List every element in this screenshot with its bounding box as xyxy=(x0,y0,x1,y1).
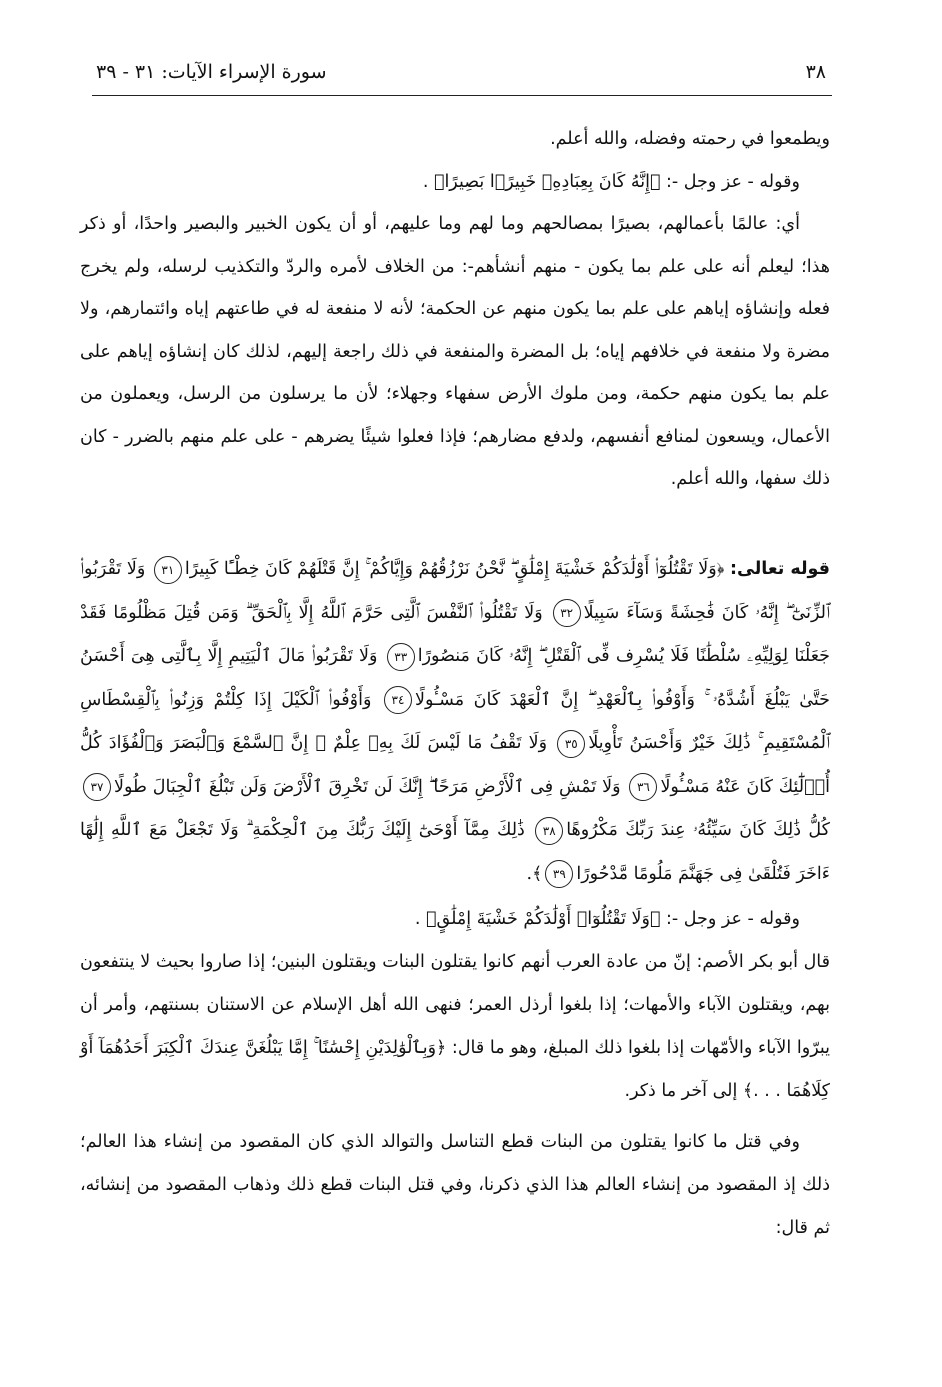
verse-number-marker: ٣٧ xyxy=(83,773,111,801)
verse-number-marker: ٣٤ xyxy=(384,686,412,714)
verse-text: وَلَا تَقْرَبُوا۟ مَالَ ٱلْيَتِيمِ إِلَّا بِٱلَّتِى هِىَ أَحْسَنُ حَتَّىٰ يَبْلُغَ أَشُدَّهُۥ ۚ وَأَوْفُوا۟ بِٱلْعَهْدِ ۖ إِنَّ ٱلْعَهْدَ كَانَ مَسْـُٔولًا xyxy=(80,646,830,710)
quran-verses-block xyxy=(80,548,830,896)
paragraph: وفي قتل ما كانوا يقتلون من البنات قطع التناسل والتوالد الذي كان المقصود من إنشاء هذا العالم؛ ذلك إذ المقصود من إنشاء العالم هذا الذي ذكرنا، وفي قتل البنات قطع ذلك وذهاب المقصود من إنشائه، ثم قال: xyxy=(80,1132,830,1238)
verse-text: ﴿وَلَا تَقْتُلُوٓا۟ أَوْلَٰدَكُمْ خَشْيَةَ إِمْلَٰقٍ ۖ نَّحْنُ نَرْزُقُهُمْ وَإِيَّاكُمْ ۚ إِنَّ قَتْلَهُمْ كَانَ خِطْـًٔا كَبِيرًا xyxy=(184,559,725,579)
verse-text: وَلَا تَقْفُ مَا لَيْسَ لَكَ بِهِۦ عِلْمٌ ۚ إِنَّ ٱلسَّمْعَ وَٱلْبَصَرَ وَٱلْفُؤَادَ كُلُّ أُو۟لَٰٓئِكَ كَانَ عَنْهُ مَسْـُٔولًا xyxy=(80,733,830,797)
commentary-top xyxy=(80,118,830,501)
verse-text: وَلَا تَقْتُلُوا۟ ٱلنَّفْسَ ٱلَّتِى حَرَّمَ ٱللَّهُ إِلَّا بِٱلْحَقِّ ۗ وَمَن قُتِلَ مَظْلُومًا فَقَدْ جَعَلْنَا لِوَلِيِّهِۦ سُلْطَٰنًا فَلَا يُسْرِف فِّى ٱلْقَتْلِ ۖ إِنَّهُۥ كَانَ مَنصُورًا xyxy=(80,602,830,666)
paragraph: أي: عالمًا بأعمالهم، بصيرًا بمصالحهم وما لهم وما عليهم، أو أن يكون الخبير والبصير واحدًا، أو ذكر هذا؛ ليعلم أنه على علم بما يكون - منهم أنشأهم-: من الخلاف لأمره والردّ والتكذيب لرسله، ولم يخرج فعله وإنشاؤه إياهم على علم بما يكون منهم عن الحكمة؛ لأنه لا منفعة له في طاعتهم إياه وائتمارهم، ولا مضرة ولا منفعة في خلافهم إياه؛ بل المضرة والمنفعة في ذلك راجعة إليهم، لذلك كان إنشاؤه إياهم على علم بما يكون منهم حكمة، ومن ملوك الأرض سفهاء وجهلاء؛ لأن ما يرسلون من الرسل، ويعملون من الأعمال، ويسعون لمنافع أنفسهم، ولدفع مضارهم؛ فإذا فعلوا شيئًا يضرهم - على علم منهم بالضرر - كان ذلك سفها، والله أعلم. xyxy=(80,214,830,489)
verse-number-marker: ٣٥ xyxy=(557,730,585,758)
verse-text: وَلَا تَقْرَبُوا۟ ٱلزِّنَىٰٓ ۖ إِنَّهُۥ كَانَ فَٰحِشَةً وَسَآءَ سَبِيلًا xyxy=(80,559,830,623)
verse-number-marker: ٣١ xyxy=(154,556,182,584)
header-divider xyxy=(92,95,832,96)
verse-closing-bracket: ﴾. xyxy=(526,863,543,884)
commentary-bottom xyxy=(80,898,830,1250)
verses-paragraph xyxy=(80,548,830,896)
page-number: ٣٨ xyxy=(805,61,826,83)
paragraph: ويطمعوا في رحمته وفضله، والله أعلم. xyxy=(550,129,830,149)
verse-number-marker: ٣٢ xyxy=(553,599,581,627)
verse-number-marker: ٣٨ xyxy=(535,817,563,845)
verse-text: ذَٰلِكَ مِمَّآ أَوْحَىٰٓ إِلَيْكَ رَبُّكَ مِنَ ٱلْحِكْمَةِ ۗ وَلَا تَجْعَلْ مَعَ ٱللَّهِ إِلَٰهًا ءَاخَرَ فَتُلْقَىٰ فِى جَهَنَّمَ مَلُومًا مَّدْحُورًا xyxy=(80,820,830,884)
verse-number-marker: ٣٣ xyxy=(387,643,415,671)
paragraph: قال أبو بكر الأصم: إنّ من عادة العرب أنهم كانوا يقتلون البنات ويقتلون البنين؛ إذا صاروا بحيث لا ينتفعون بهم، ويقتلون الآباء والأمهات؛ إذا بلغوا أرذل العمر؛ فنهى الله أهل الإسلام عن الاستنان بسنتهم، وأمر أن يبرّوا الآباء والأمّهات إذا بلغوا ذلك المبلغ، وهو ما قال: ﴿وَبِٱلْوَٰلِدَيْنِ إِحْسَٰنًا ۚ إِمَّا يَبْلُغَنَّ عِندَكَ ٱلْكِبَرَ أَحَدُهُمَآ أَوْ كِلَاهُمَا . . .﴾ إلى آخر ما ذكر. xyxy=(80,952,830,1101)
paragraph: وقوله - عز وجل -: ﴿إِنَّهُ كَانَ بِعِبَادِهِۦ خَبِيرًۢا بَصِيرًا﴾ . xyxy=(422,171,800,192)
page-header xyxy=(92,55,832,93)
verse-text: وَأَوْفُوا۟ ٱلْكَيْلَ إِذَا كِلْتُمْ وَزِنُوا۟ بِٱلْقِسْطَاسِ ٱلْمُسْتَقِيمِ ۚ ذَٰلِكَ خَيْرٌ وَأَحْسَنُ تَأْوِيلًا xyxy=(80,689,830,753)
verse-number-marker: ٣٦ xyxy=(629,773,657,801)
verse-text: وَلَا تَمْشِ فِى ٱلْأَرْضِ مَرَحًا ۖ إِنَّكَ لَن تَخْرِقَ ٱلْأَرْضَ وَلَن تَبْلُغَ ٱلْجِبَالَ طُولًا xyxy=(114,776,621,797)
paragraph: وقوله - عز وجل -: ﴿وَلَا تَقْتُلُوٓا۟ أَوْلَٰدَكُمْ خَشْيَةَ إِمْلَٰقٍ﴾ . xyxy=(414,909,800,929)
running-title: سورة الإسراء الآيات: ٣١ - ٣٩ xyxy=(96,61,327,83)
verse-intro-label: قوله تعالى: xyxy=(729,559,830,579)
verse-number-marker: ٣٩ xyxy=(545,860,573,888)
verse-text: كُلُّ ذَٰلِكَ كَانَ سَيِّئُهُۥ عِندَ رَبِّكَ مَكْرُوهًا xyxy=(566,820,830,840)
